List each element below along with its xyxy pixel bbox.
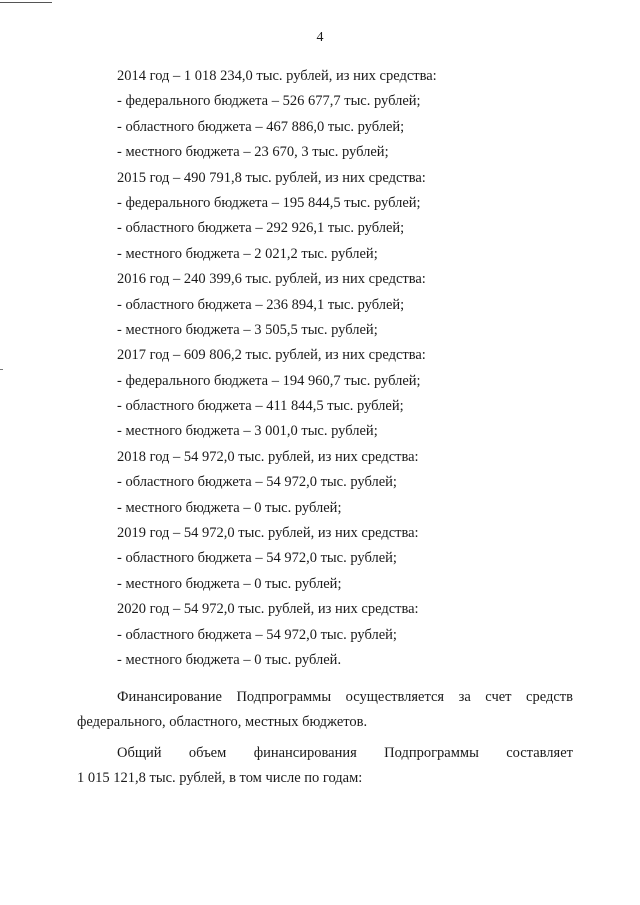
list-item-regional-2015: - областного бюджета – 292 926,1 тыс. рублей; xyxy=(117,220,405,237)
paragraph-word: объем xyxy=(188,745,227,761)
list-item-regional-2017: - областного бюджета – 411 844,5 тыс. рублей; xyxy=(117,398,404,415)
paragraph-line xyxy=(77,744,573,769)
paragraph-line: 1 015 121,8 тыс. рублей, в том числе по годам: xyxy=(77,770,363,787)
list-item-local-2016: - местного бюджета – 3 505,5 тыс. рублей; xyxy=(117,321,378,338)
paragraph-total-volume xyxy=(77,744,573,795)
list-item-regional-2018: - областного бюджета – 54 972,0 тыс. рублей; xyxy=(117,474,397,491)
paragraph-line: федерального, областного, местных бюджетов. xyxy=(77,714,368,731)
list-item-federal-2014: - федерального бюджета – 526 677,7 тыс. рублей; xyxy=(117,93,421,110)
scan-edge-mark xyxy=(0,2,52,3)
list-item-regional-2020: - областного бюджета – 54 972,0 тыс. рублей; xyxy=(117,626,397,643)
funding-by-year-list xyxy=(117,67,587,676)
paragraph-word: составляет xyxy=(506,745,573,761)
list-item-federal-2017: - федерального бюджета – 194 960,7 тыс. рублей; xyxy=(117,372,421,389)
year-line-2014: 2014 год – 1 018 234,0 тыс. рублей, из них средства: xyxy=(117,68,437,84)
year-line-2020: 2020 год – 54 972,0 тыс. рублей, из них средства: xyxy=(117,601,419,618)
page-number: 4 xyxy=(316,30,324,45)
paragraph-line xyxy=(77,688,573,713)
list-item-local-2020: - местного бюджета – 0 тыс. рублей. xyxy=(117,651,342,668)
list-item-local-2014: - местного бюджета – 23 670, 3 тыс. рублей; xyxy=(117,144,389,161)
scan-margin-mark xyxy=(0,369,3,370)
paragraph-word: Общий xyxy=(117,745,162,761)
list-item-local-2017: - местного бюджета – 3 001,0 тыс. рублей; xyxy=(117,423,378,440)
list-item-local-2019: - местного бюджета – 0 тыс. рублей; xyxy=(117,575,342,592)
paragraph-word: Подпрограммы xyxy=(384,745,479,761)
paragraph-word: за xyxy=(458,689,471,705)
paragraph-word: осуществляется xyxy=(345,689,445,705)
year-line-2015: 2015 год – 490 791,8 тыс. рублей, из них средства: xyxy=(117,169,426,186)
year-line-2019: 2019 год – 54 972,0 тыс. рублей, из них средства: xyxy=(117,525,419,542)
paragraph-word: Финансирование xyxy=(117,689,222,705)
year-line-2018: 2018 год – 54 972,0 тыс. рублей, из них средства: xyxy=(117,448,419,465)
year-line-2016: 2016 год – 240 399,6 тыс. рублей, из них средства: xyxy=(117,271,426,288)
list-item-regional-2016: - областного бюджета – 236 894,1 тыс. рублей; xyxy=(117,296,405,313)
list-item-local-2015: - местного бюджета – 2 021,2 тыс. рублей; xyxy=(117,245,378,262)
list-item-regional-2014: - областного бюджета – 467 886,0 тыс. рублей; xyxy=(117,118,405,135)
paragraph-word: средств xyxy=(526,689,573,705)
year-line-2017: 2017 год – 609 806,2 тыс. рублей, из них средства: xyxy=(117,347,426,364)
paragraph-word: финансирования xyxy=(253,745,357,761)
list-item-regional-2019: - областного бюджета – 54 972,0 тыс. рублей; xyxy=(117,550,397,567)
list-item-federal-2015: - федерального бюджета – 195 844,5 тыс. рублей; xyxy=(117,194,421,211)
list-item-local-2018: - местного бюджета – 0 тыс. рублей; xyxy=(117,499,342,516)
paragraph-word: Подпрограммы xyxy=(236,689,332,705)
paragraph-word: счет xyxy=(485,689,512,705)
paragraph-financing-sources xyxy=(77,688,573,739)
